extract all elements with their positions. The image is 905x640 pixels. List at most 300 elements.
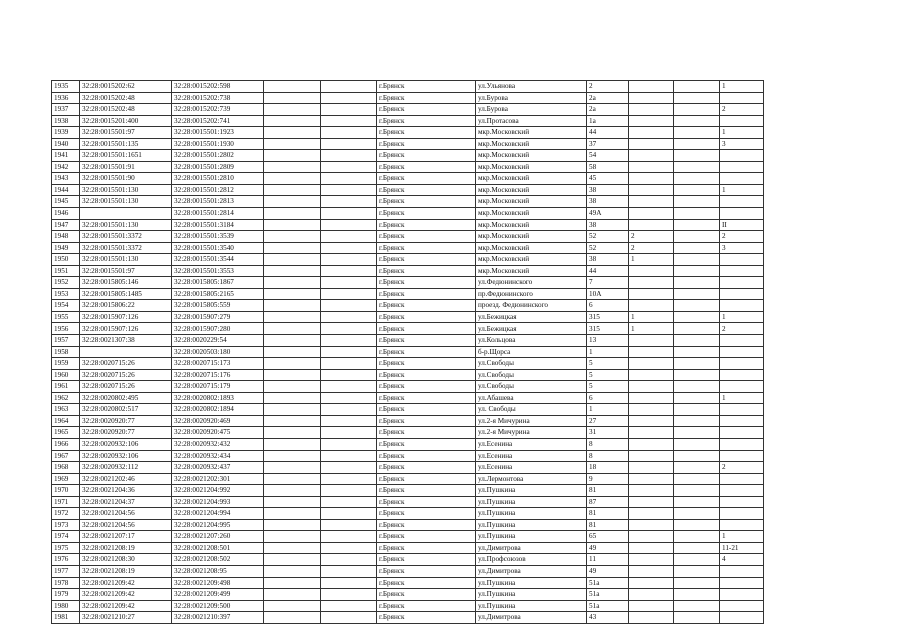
cell-house-number: 65 <box>587 531 629 543</box>
cell-house-number: 5 <box>587 369 629 381</box>
cell-street: ул.Бурова <box>476 104 587 116</box>
cell-street: ул.Пушкина <box>476 508 587 520</box>
cell-row-number: 1957 <box>52 335 80 347</box>
cell-row-number: 1965 <box>52 427 80 439</box>
cell-apartment <box>720 288 764 300</box>
cell-parent-cadastral-number: 32:28:0021209:42 <box>80 589 172 601</box>
table-row <box>52 127 764 139</box>
table-row <box>52 184 764 196</box>
cell-house-number: 49А <box>587 208 629 220</box>
cell-building <box>629 161 674 173</box>
cell-row-number: 1973 <box>52 519 80 531</box>
cell-letter <box>674 219 720 231</box>
cell-street: ул.Пушкина <box>476 589 587 601</box>
cell-house-number: 31 <box>587 427 629 439</box>
cell-empty-cell-b <box>321 346 377 358</box>
cell-parent-cadastral-number: 32:28:0021204:56 <box>80 508 172 520</box>
cell-row-number: 1942 <box>52 161 80 173</box>
cell-building <box>629 173 674 185</box>
cell-city: г.Брянск <box>377 369 476 381</box>
cell-house-number: 11 <box>587 554 629 566</box>
cell-cadastral-number: 32:28:0015202:741 <box>172 115 264 127</box>
cell-house-number: 43 <box>587 612 629 624</box>
cell-apartment <box>720 415 764 427</box>
cell-city: г.Брянск <box>377 219 476 231</box>
cell-apartment <box>720 473 764 485</box>
cell-row-number: 1977 <box>52 565 80 577</box>
cell-letter <box>674 415 720 427</box>
cell-street: ул.Димитрова <box>476 542 587 554</box>
cell-city: г.Брянск <box>377 358 476 370</box>
cell-house-number: 2а <box>587 104 629 116</box>
cell-empty-cell-a <box>264 565 321 577</box>
cell-street: мкр.Московский <box>476 127 587 139</box>
cell-row-number: 1944 <box>52 184 80 196</box>
cell-street: мкр.Московский <box>476 150 587 162</box>
cell-parent-cadastral-number: 32:28:0020920:77 <box>80 415 172 427</box>
table-row <box>52 288 764 300</box>
table-row <box>52 577 764 589</box>
cell-empty-cell-b <box>321 277 377 289</box>
cell-building <box>629 404 674 416</box>
cell-empty-cell-b <box>321 335 377 347</box>
cell-city: г.Брянск <box>377 254 476 266</box>
cell-empty-cell-b <box>321 612 377 624</box>
cell-house-number: 81 <box>587 485 629 497</box>
cell-empty-cell-b <box>321 219 377 231</box>
cell-street: ул.Протасова <box>476 115 587 127</box>
cell-parent-cadastral-number: 32:28:0020715:26 <box>80 358 172 370</box>
cell-building: 2 <box>629 231 674 243</box>
cell-city: г.Брянск <box>377 138 476 150</box>
cell-empty-cell-b <box>321 404 377 416</box>
cell-house-number: 81 <box>587 519 629 531</box>
cell-letter <box>674 184 720 196</box>
cell-cadastral-number: 32:28:0021202:301 <box>172 473 264 485</box>
cell-cadastral-number: 32:28:0020715:173 <box>172 358 264 370</box>
cell-empty-cell-a <box>264 242 321 254</box>
cell-apartment <box>720 381 764 393</box>
cell-city: г.Брянск <box>377 300 476 312</box>
cell-parent-cadastral-number: 32:28:0020715:26 <box>80 381 172 393</box>
cell-cadastral-number: 32:28:0020802:1894 <box>172 404 264 416</box>
cell-parent-cadastral-number: 32:28:0015501:90 <box>80 173 172 185</box>
cell-apartment <box>720 612 764 624</box>
cell-cadastral-number: 32:28:0015501:1923 <box>172 127 264 139</box>
cell-empty-cell-a <box>264 277 321 289</box>
cell-street: мкр.Московский <box>476 138 587 150</box>
cell-house-number: 5 <box>587 381 629 393</box>
cell-parent-cadastral-number: 32:28:0015501:130 <box>80 184 172 196</box>
cell-row-number: 1960 <box>52 369 80 381</box>
cell-empty-cell-b <box>321 115 377 127</box>
cell-street: ул.Свободы <box>476 381 587 393</box>
cell-parent-cadastral-number <box>80 208 172 220</box>
cell-building <box>629 612 674 624</box>
cell-cadastral-number: 32:28:0020920:469 <box>172 415 264 427</box>
cell-cadastral-number: 32:28:0015501:3184 <box>172 219 264 231</box>
cell-empty-cell-b <box>321 519 377 531</box>
cell-house-number: 5 <box>587 358 629 370</box>
cell-row-number: 1935 <box>52 81 80 93</box>
cell-city: г.Брянск <box>377 392 476 404</box>
cell-letter <box>674 254 720 266</box>
cell-building <box>629 92 674 104</box>
cell-house-number: 1 <box>587 346 629 358</box>
cell-empty-cell-a <box>264 438 321 450</box>
cell-house-number: 81 <box>587 508 629 520</box>
cell-city: г.Брянск <box>377 473 476 485</box>
cell-row-number: 1955 <box>52 311 80 323</box>
cell-empty-cell-b <box>321 392 377 404</box>
cell-house-number: 38 <box>587 184 629 196</box>
table-row <box>52 485 764 497</box>
table-row <box>52 381 764 393</box>
cell-city: г.Брянск <box>377 404 476 416</box>
cell-row-number: 1949 <box>52 242 80 254</box>
table-row <box>52 404 764 416</box>
cell-letter <box>674 92 720 104</box>
cell-city: г.Брянск <box>377 323 476 335</box>
cell-parent-cadastral-number: 32:28:0021307:38 <box>80 335 172 347</box>
cell-street: ул.Свободы <box>476 358 587 370</box>
cell-letter <box>674 288 720 300</box>
cell-cadastral-number: 32:28:0015202:739 <box>172 104 264 116</box>
cell-street: ул.Пушкина <box>476 600 587 612</box>
cell-parent-cadastral-number: 32:28:0015806:22 <box>80 300 172 312</box>
cell-building <box>629 589 674 601</box>
cell-street: ул.Пушкина <box>476 577 587 589</box>
cell-cadastral-number: 32:28:0020932:432 <box>172 438 264 450</box>
cell-street: ул.Есенина <box>476 450 587 462</box>
cell-empty-cell-b <box>321 508 377 520</box>
cell-empty-cell-b <box>321 92 377 104</box>
cell-parent-cadastral-number: 32:28:0015907:126 <box>80 311 172 323</box>
table-row <box>52 115 764 127</box>
cell-house-number: 6 <box>587 392 629 404</box>
cell-letter <box>674 508 720 520</box>
cell-apartment <box>720 577 764 589</box>
cell-letter <box>674 231 720 243</box>
cell-apartment <box>720 173 764 185</box>
cell-house-number: 10А <box>587 288 629 300</box>
cell-city: г.Брянск <box>377 589 476 601</box>
cell-apartment <box>720 450 764 462</box>
cell-parent-cadastral-number: 32:28:0021204:37 <box>80 496 172 508</box>
cell-empty-cell-b <box>321 138 377 150</box>
cell-letter <box>674 531 720 543</box>
cell-house-number: 49 <box>587 565 629 577</box>
cell-cadastral-number: 32:28:0015501:2810 <box>172 173 264 185</box>
cell-empty-cell-b <box>321 589 377 601</box>
cell-city: г.Брянск <box>377 381 476 393</box>
cell-parent-cadastral-number: 32:28:0021210:27 <box>80 612 172 624</box>
cell-house-number: 315 <box>587 311 629 323</box>
cell-letter <box>674 138 720 150</box>
cell-empty-cell-a <box>264 311 321 323</box>
cell-letter <box>674 600 720 612</box>
cell-city: г.Брянск <box>377 173 476 185</box>
cell-parent-cadastral-number: 32:28:0021209:42 <box>80 600 172 612</box>
cell-parent-cadastral-number: 32:28:0015805:146 <box>80 277 172 289</box>
table-row <box>52 208 764 220</box>
cell-city: г.Брянск <box>377 335 476 347</box>
cell-cadastral-number: 32:28:0020715:176 <box>172 369 264 381</box>
cell-building <box>629 184 674 196</box>
cell-apartment: 2 <box>720 462 764 474</box>
cell-apartment <box>720 196 764 208</box>
cell-row-number: 1938 <box>52 115 80 127</box>
cell-street: ул.Пушкина <box>476 519 587 531</box>
cell-house-number: 58 <box>587 161 629 173</box>
cell-building: 1 <box>629 254 674 266</box>
cell-street: ул.Бежицкая <box>476 323 587 335</box>
table-row <box>52 335 764 347</box>
cell-cadastral-number: 32:28:0020932:434 <box>172 450 264 462</box>
cell-house-number: 1а <box>587 115 629 127</box>
cell-cadastral-number: 32:28:0020503:180 <box>172 346 264 358</box>
cell-empty-cell-b <box>321 150 377 162</box>
cell-empty-cell-a <box>264 104 321 116</box>
cell-cadastral-number: 32:28:0021204:994 <box>172 508 264 520</box>
cell-parent-cadastral-number: 32:28:0020802:517 <box>80 404 172 416</box>
cell-building <box>629 531 674 543</box>
cell-parent-cadastral-number: 32:28:0015501:3372 <box>80 242 172 254</box>
cell-empty-cell-b <box>321 288 377 300</box>
cell-parent-cadastral-number: 32:28:0015907:126 <box>80 323 172 335</box>
cell-parent-cadastral-number: 32:28:0015501:97 <box>80 265 172 277</box>
cell-street: ул.Димитрова <box>476 565 587 577</box>
cell-city: г.Брянск <box>377 311 476 323</box>
cell-letter <box>674 381 720 393</box>
cell-empty-cell-b <box>321 415 377 427</box>
cell-letter <box>674 127 720 139</box>
cell-letter <box>674 565 720 577</box>
cell-apartment: 2 <box>720 323 764 335</box>
table-row <box>52 231 764 243</box>
cell-building <box>629 369 674 381</box>
cell-empty-cell-b <box>321 311 377 323</box>
cell-house-number: 37 <box>587 138 629 150</box>
cell-parent-cadastral-number: 32:28:0020920:77 <box>80 427 172 439</box>
cell-cadastral-number: 32:28:0021207:260 <box>172 531 264 543</box>
cell-street: мкр.Московский <box>476 173 587 185</box>
cell-empty-cell-a <box>264 427 321 439</box>
cell-apartment <box>720 92 764 104</box>
cell-row-number: 1970 <box>52 485 80 497</box>
cell-empty-cell-b <box>321 600 377 612</box>
table-row <box>52 369 764 381</box>
cell-cadastral-number: 32:28:0015202:738 <box>172 92 264 104</box>
cell-cadastral-number: 32:28:0015805:1867 <box>172 277 264 289</box>
cell-empty-cell-a <box>264 600 321 612</box>
registry-table-body <box>52 81 764 624</box>
cell-empty-cell-b <box>321 542 377 554</box>
cell-empty-cell-a <box>264 381 321 393</box>
cell-empty-cell-b <box>321 438 377 450</box>
cell-row-number: 1956 <box>52 323 80 335</box>
cell-row-number: 1952 <box>52 277 80 289</box>
cell-empty-cell-a <box>264 92 321 104</box>
table-row <box>52 415 764 427</box>
cell-row-number: 1981 <box>52 612 80 624</box>
cell-building <box>629 127 674 139</box>
cell-letter <box>674 196 720 208</box>
cell-empty-cell-a <box>264 519 321 531</box>
cell-street: мкр.Московский <box>476 208 587 220</box>
cell-empty-cell-a <box>264 508 321 520</box>
cell-building <box>629 565 674 577</box>
cell-empty-cell-b <box>321 104 377 116</box>
cell-apartment <box>720 346 764 358</box>
cell-house-number: 9 <box>587 473 629 485</box>
cell-cadastral-number: 32:28:0021208:95 <box>172 565 264 577</box>
cell-letter <box>674 104 720 116</box>
table-row <box>52 600 764 612</box>
cell-empty-cell-b <box>321 427 377 439</box>
cell-letter <box>674 473 720 485</box>
cell-empty-cell-b <box>321 323 377 335</box>
cell-parent-cadastral-number: 32:28:0021209:42 <box>80 577 172 589</box>
cell-empty-cell-a <box>264 208 321 220</box>
cell-building <box>629 138 674 150</box>
cell-apartment: 1 <box>720 392 764 404</box>
cell-empty-cell-b <box>321 450 377 462</box>
cell-letter <box>674 392 720 404</box>
cell-letter <box>674 450 720 462</box>
cell-building <box>629 554 674 566</box>
cell-street: ул.Есенина <box>476 438 587 450</box>
cell-street: ул.Ульянова <box>476 81 587 93</box>
cell-empty-cell-a <box>264 254 321 266</box>
cell-city: г.Брянск <box>377 265 476 277</box>
cell-row-number: 1968 <box>52 462 80 474</box>
cell-house-number: 7 <box>587 277 629 289</box>
cell-apartment: 1 <box>720 184 764 196</box>
cell-empty-cell-a <box>264 265 321 277</box>
table-row <box>52 323 764 335</box>
cell-house-number: 18 <box>587 462 629 474</box>
cell-parent-cadastral-number: 32:28:0021204:36 <box>80 485 172 497</box>
cell-house-number: 2 <box>587 81 629 93</box>
cell-street: ул.Бежицкая <box>476 311 587 323</box>
cell-city: г.Брянск <box>377 427 476 439</box>
cell-row-number: 1966 <box>52 438 80 450</box>
cell-city: г.Брянск <box>377 542 476 554</box>
cell-apartment: 3 <box>720 138 764 150</box>
cell-empty-cell-a <box>264 589 321 601</box>
cell-apartment <box>720 300 764 312</box>
cell-street: пр.Федюнинского <box>476 288 587 300</box>
cell-empty-cell-a <box>264 219 321 231</box>
table-row <box>52 565 764 577</box>
cell-parent-cadastral-number: 32:28:0021208:19 <box>80 542 172 554</box>
cell-street: ул.Бурова <box>476 92 587 104</box>
cell-house-number: 38 <box>587 196 629 208</box>
cell-parent-cadastral-number: 32:28:0015805:1485 <box>80 288 172 300</box>
cell-building <box>629 392 674 404</box>
cell-city: г.Брянск <box>377 127 476 139</box>
table-row <box>52 92 764 104</box>
cell-empty-cell-b <box>321 381 377 393</box>
cell-letter <box>674 323 720 335</box>
cell-building <box>629 81 674 93</box>
cell-building <box>629 600 674 612</box>
cell-apartment <box>720 335 764 347</box>
cell-cadastral-number: 32:28:0021204:992 <box>172 485 264 497</box>
cell-city: г.Брянск <box>377 81 476 93</box>
table-row <box>52 150 764 162</box>
cell-house-number: 51а <box>587 577 629 589</box>
cell-parent-cadastral-number: 32:28:0020932:112 <box>80 462 172 474</box>
cell-apartment: 1 <box>720 311 764 323</box>
cell-empty-cell-b <box>321 565 377 577</box>
cell-empty-cell-b <box>321 369 377 381</box>
table-row <box>52 138 764 150</box>
cell-apartment: 4 <box>720 554 764 566</box>
table-row <box>52 519 764 531</box>
cell-city: г.Брянск <box>377 554 476 566</box>
cell-apartment <box>720 438 764 450</box>
table-row <box>52 346 764 358</box>
cell-parent-cadastral-number: 32:28:0015501:130 <box>80 219 172 231</box>
cell-parent-cadastral-number: 32:28:0015501:97 <box>80 127 172 139</box>
cell-empty-cell-a <box>264 150 321 162</box>
cell-letter <box>674 554 720 566</box>
cell-cadastral-number: 32:28:0015907:279 <box>172 311 264 323</box>
cell-city: г.Брянск <box>377 208 476 220</box>
cell-building <box>629 115 674 127</box>
cell-apartment <box>720 519 764 531</box>
cell-cadastral-number: 32:28:0020229:54 <box>172 335 264 347</box>
cell-row-number: 1971 <box>52 496 80 508</box>
cell-street: мкр.Московский <box>476 242 587 254</box>
cell-street: мкр.Московский <box>476 254 587 266</box>
cell-empty-cell-b <box>321 127 377 139</box>
cell-city: г.Брянск <box>377 612 476 624</box>
cell-row-number: 1962 <box>52 392 80 404</box>
cell-parent-cadastral-number: 32:28:0015501:130 <box>80 254 172 266</box>
cell-letter <box>674 462 720 474</box>
cell-house-number: 38 <box>587 254 629 266</box>
cell-apartment <box>720 208 764 220</box>
cell-letter <box>674 277 720 289</box>
cell-parent-cadastral-number: 32:28:0020715:26 <box>80 369 172 381</box>
cell-street: ул.Димитрова <box>476 612 587 624</box>
cell-row-number: 1967 <box>52 450 80 462</box>
cell-row-number: 1948 <box>52 231 80 243</box>
cell-building <box>629 450 674 462</box>
cell-apartment <box>720 496 764 508</box>
cell-empty-cell-a <box>264 462 321 474</box>
cell-building <box>629 219 674 231</box>
cell-empty-cell-b <box>321 577 377 589</box>
cell-city: г.Брянск <box>377 92 476 104</box>
cell-row-number: 1976 <box>52 554 80 566</box>
cell-parent-cadastral-number: 32:28:0015501:91 <box>80 161 172 173</box>
cell-row-number: 1953 <box>52 288 80 300</box>
cell-building <box>629 496 674 508</box>
cell-empty-cell-a <box>264 496 321 508</box>
cell-house-number: 45 <box>587 173 629 185</box>
cell-house-number: 2а <box>587 92 629 104</box>
cell-apartment <box>720 369 764 381</box>
cell-street: ул.Есенина <box>476 462 587 474</box>
cell-building <box>629 346 674 358</box>
table-row <box>52 173 764 185</box>
cell-apartment <box>720 600 764 612</box>
cell-building <box>629 415 674 427</box>
